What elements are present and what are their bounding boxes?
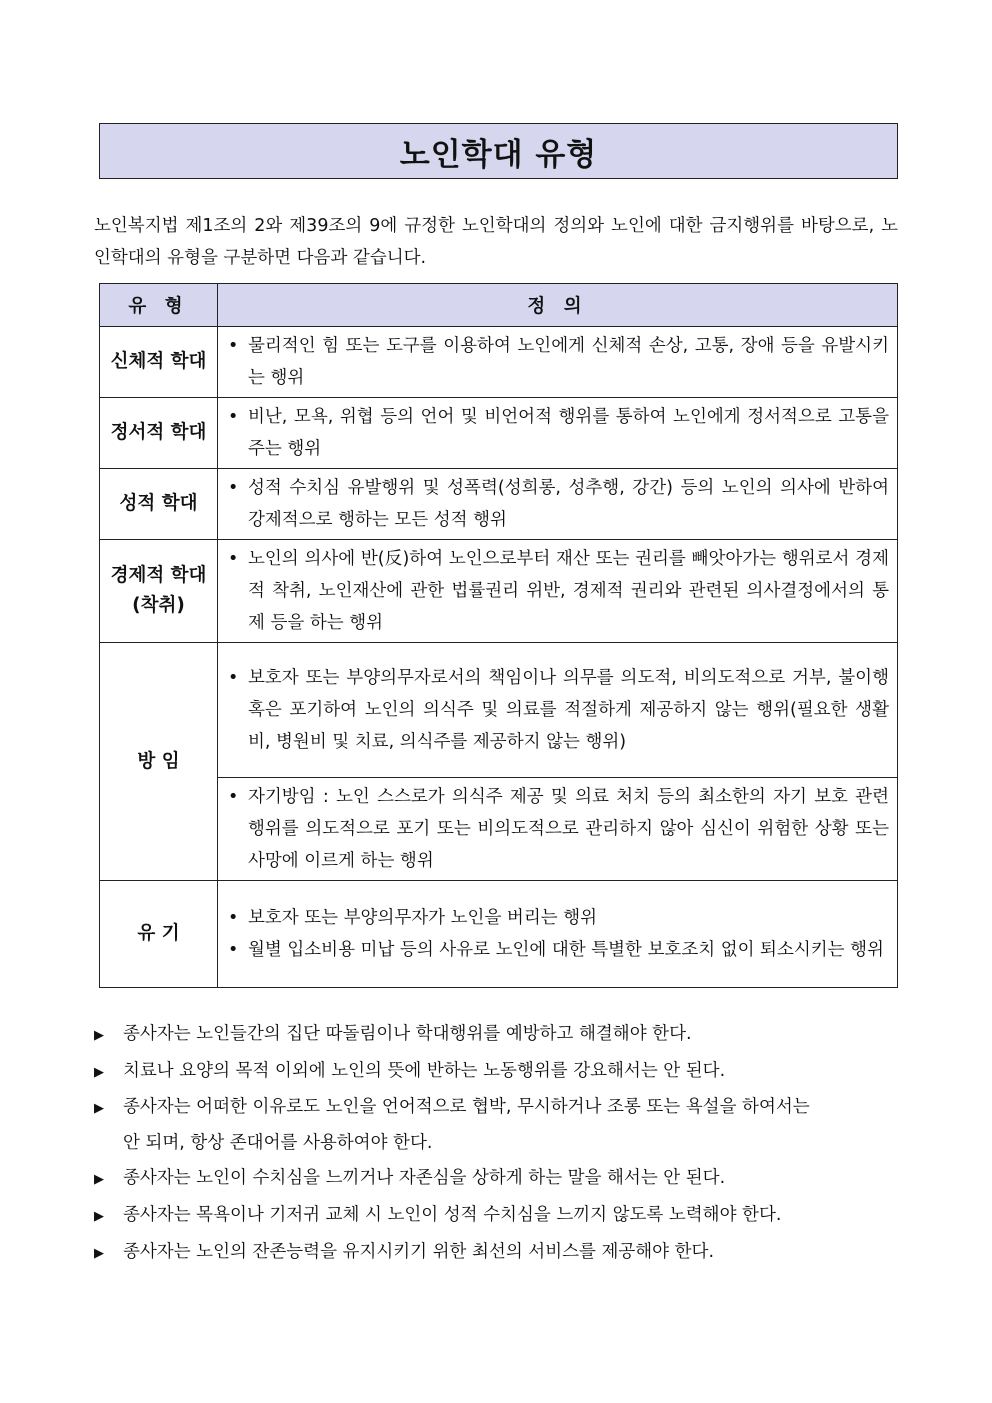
abuse-types-table: [99, 283, 898, 988]
definition-text: 성적 수치심 유발행위 및 성폭력(성희롱, 성추행, 강간) 등의 노인의 의사에 반하여 강제적으로 행하는 모든 성적 행위: [248, 478, 889, 530]
table-row: [100, 469, 898, 540]
table-header-row: [100, 284, 898, 327]
bullet-icon: •: [228, 407, 239, 427]
table-row: [100, 778, 898, 881]
type-sexual: 성적 학대: [100, 469, 218, 540]
definition-cell: [218, 398, 898, 469]
definition-cell: [218, 778, 898, 881]
bullet-icon: •: [228, 478, 239, 498]
arrow-right-icon: ▶: [94, 1101, 104, 1117]
arrow-right-icon: ▶: [94, 1064, 104, 1080]
list-item: [94, 1235, 894, 1272]
list-item: [94, 1198, 894, 1235]
bullet-icon: •: [228, 336, 239, 356]
arrow-right-icon: ▶: [94, 1028, 104, 1043]
arrow-right-icon: ▶: [94, 1172, 104, 1188]
header-type: 유 형: [100, 284, 218, 327]
list-item: [94, 1090, 894, 1161]
bullet-icon: •: [228, 908, 239, 928]
guideline-text: 종사자는 목욕이나 기저귀 교체 시 노인이 성적 수치심을 느끼지 않도록 노력해야 한다.: [123, 1204, 782, 1225]
definition-text: 월별 입소비용 미납 등의 사유로 노인에 대한 특별한 보호조치 없이 퇴소시키는 행위: [248, 940, 884, 960]
intro-paragraph: 노인복지법 제1조의 2와 제39조의 9에 규정한 노인학대의 정의와 노인에 대한 금지행위를 바탕으로, 노인학대의 유형을 구분하면 다음과 같습니다.: [94, 216, 898, 268]
guideline-text: 치료나 요양의 목적 이외에 노인의 뜻에 반하는 노동행위를 강요해서는 안 된다.: [123, 1060, 726, 1081]
type-abandonment: 유 기: [100, 881, 218, 988]
definition-text: 보호자 또는 부양의무자가 노인을 버리는 행위: [248, 908, 598, 928]
definition-text: 물리적인 힘 또는 도구를 이용하여 노인에게 신체적 손상, 고통, 장애 등을 유발시키는 행위: [248, 336, 889, 388]
definition-cell: [218, 469, 898, 540]
list-item: [94, 1054, 894, 1091]
arrow-right-icon: ▶: [94, 1245, 104, 1261]
arrow-right-icon: ▶: [94, 1208, 104, 1224]
staff-guidelines-list: [94, 1017, 894, 1271]
table-row: [100, 540, 898, 643]
type-financial-sublabel: (착취): [132, 595, 185, 616]
guideline-text: 종사자는 노인들간의 집단 따돌림이나 학대행위를 예방하고 해결해야 한다.: [123, 1024, 692, 1044]
definition-cell: [218, 540, 898, 643]
type-physical: 신체적 학대: [100, 327, 218, 398]
bullet-icon: •: [228, 787, 239, 807]
definition-cell: [218, 327, 898, 398]
guideline-text: 종사자는 어떠한 이유로도 노인을 언어적으로 협박, 무시하거나 조롱 또는 욕설을 하여서는 안 되며, 항상 존대어를 사용하여야 한다.: [123, 1097, 810, 1153]
page-title: 노인학대 유형: [99, 123, 898, 179]
header-definition: 정 의: [218, 284, 898, 327]
table-row: [100, 398, 898, 469]
list-item: [94, 1017, 894, 1054]
table-row: [100, 643, 898, 778]
table-row: [100, 327, 898, 398]
definition-cell: [218, 881, 898, 988]
definition-text: 보호자 또는 부양의무자로서의 책임이나 의무를 의도적, 비의도적으로 거부, 불이행 혹은 포기하여 노인의 의식주 및 의료를 적절하게 제공하지 않는 행위(필요한 생활비, 병원비 및 치료, 의식주를 제공하지 않는 행위): [248, 668, 889, 752]
type-emotional: 정서적 학대: [100, 398, 218, 469]
guideline-text: 종사자는 노인이 수치심을 느끼거나 자존심을 상하게 하는 말을 해서는 안 된다.: [123, 1168, 726, 1189]
table-row: [100, 881, 898, 988]
definition-text: 자기방임 : 노인 스스로가 의식주 제공 및 의료 처치 등의 최소한의 자기 보호 관련 행위를 의도적으로 포기 또는 비의도적으로 관리하지 않아 심신이 위험한 상황 또는 사망에 이르게 하는 행위: [248, 787, 889, 871]
list-item: [94, 1161, 894, 1198]
definition-text: 노인의 의사에 반(反)하여 노인으로부터 재산 또는 권리를 빼앗아가는 행위로서 경제적 착취, 노인재산에 관한 법률권리 위반, 경제적 권리와 관련된 의사결정에서의 통제 등을 하는 행위: [248, 549, 889, 633]
type-financial-label: 경제적 학대: [110, 565, 207, 586]
definition-cell: [218, 643, 898, 778]
type-neglect: 방 임: [100, 643, 218, 881]
definition-text: 비난, 모욕, 위협 등의 언어 및 비언어적 행위를 통하여 노인에게 정서적으로 고통을 주는 행위: [248, 407, 889, 459]
bullet-icon: •: [228, 940, 239, 960]
guideline-text: 종사자는 노인의 잔존능력을 유지시키기 위한 최선의 서비스를 제공해야 한다.: [123, 1241, 715, 1262]
type-financial: [100, 540, 218, 643]
bullet-icon: •: [228, 549, 239, 569]
bullet-icon: •: [228, 668, 239, 688]
